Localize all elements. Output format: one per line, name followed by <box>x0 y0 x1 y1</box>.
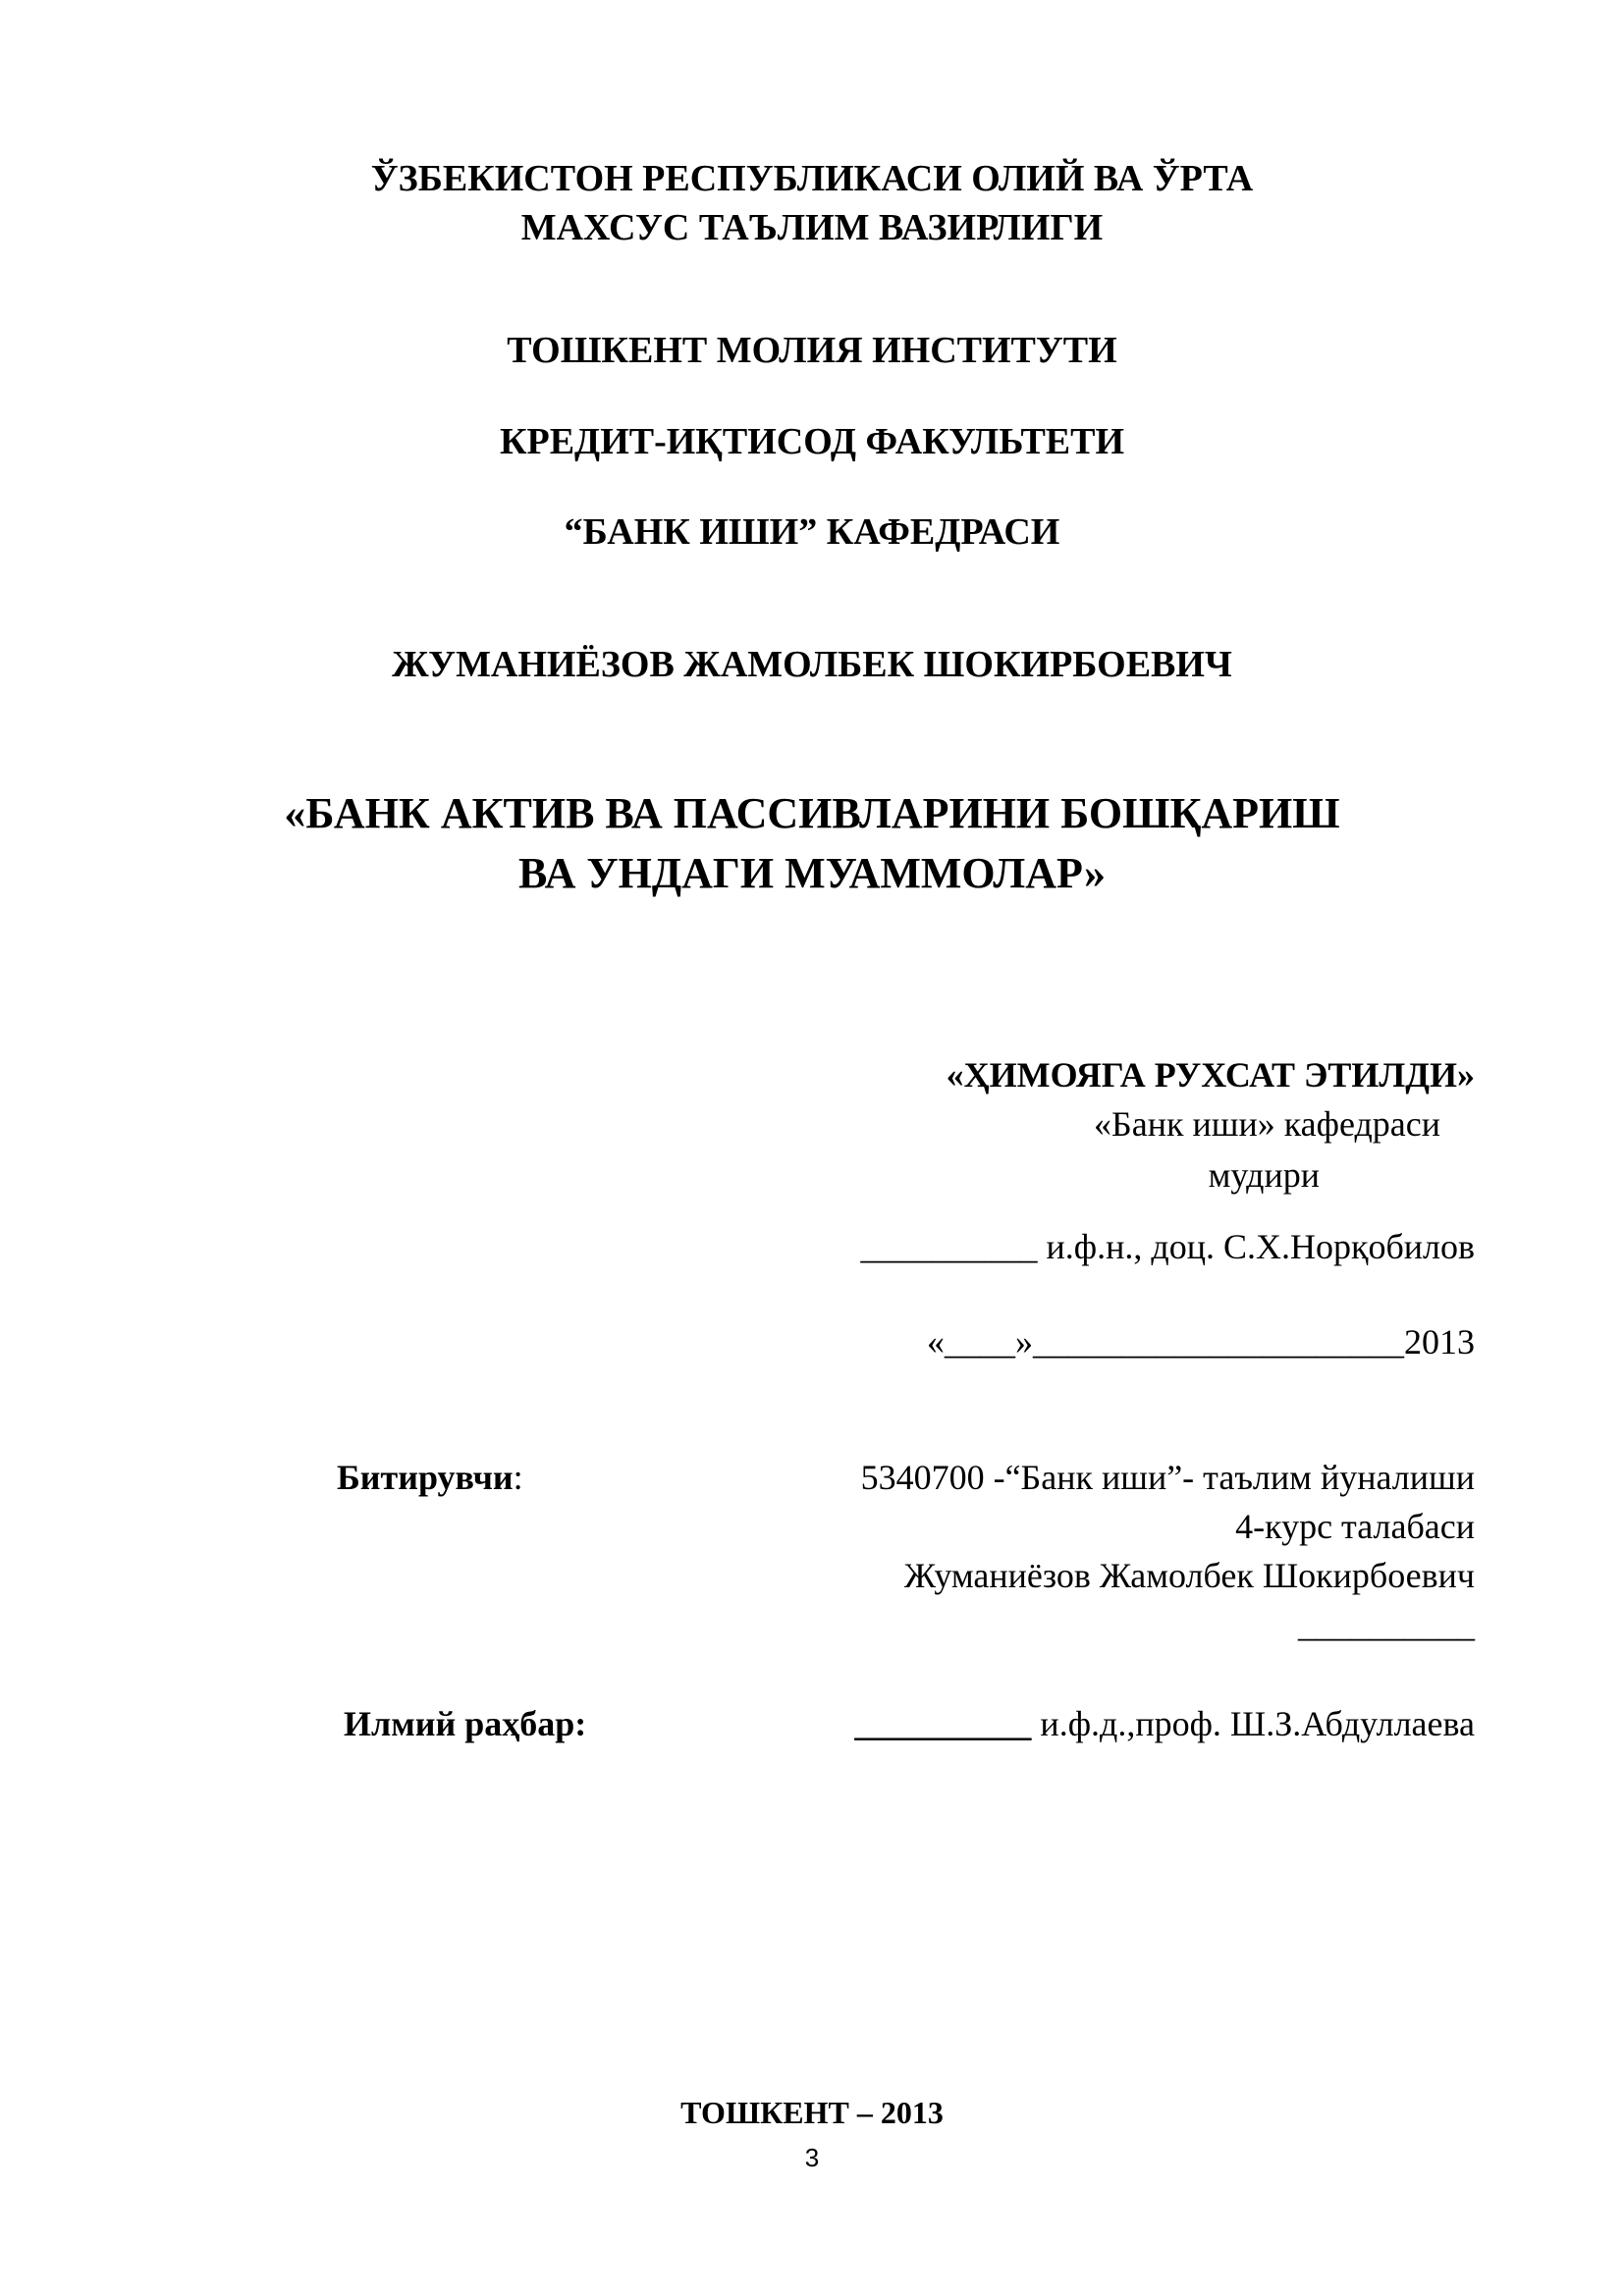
approval-position: мудири <box>1208 1155 1320 1195</box>
graduate-label-text: Битирувчи <box>337 1458 514 1497</box>
department-name: “БАНК ИШИ” КАФЕДРАСИ <box>564 511 1060 553</box>
advisor-name: и.ф.д.,проф. Ш.З.Абдуллаева <box>1031 1704 1475 1743</box>
faculty-name: КРЕДИТ-ИҚТИСОД ФАКУЛЬТЕТИ <box>499 421 1125 462</box>
graduate-name: Жуманиёзов Жамолбек Шокирбоевич <box>903 1556 1475 1595</box>
advisor-signature-line: __________ <box>854 1704 1032 1743</box>
advisor-line <box>854 1699 1475 1748</box>
approval-heading: «ҲИМОЯГА РУХСАТ ЭТИЛДИ» <box>946 1055 1475 1095</box>
graduate-label-colon: : <box>513 1458 523 1497</box>
graduate-program: 5340700 -“Банк иши”- таълим йуналиши <box>860 1458 1475 1497</box>
approval-signature-line: __________ и.ф.н., доц. С.Х.Норқобилов <box>860 1227 1475 1266</box>
page-number: 3 <box>804 2143 820 2172</box>
advisor-label: Илмий раҳбар: <box>344 1704 587 1743</box>
graduate-course: 4-курс талабаси <box>1235 1507 1475 1546</box>
ministry-line-1: ЎЗБЕКИСТОН РЕСПУБЛИКАСИ ОЛИЙ ВА ЎРТА <box>370 158 1254 199</box>
graduate-label <box>337 1453 523 1502</box>
author-name: ЖУМАНИЁЗОВ ЖАМОЛБЕК ШОКИРБОЕВИЧ <box>392 644 1232 685</box>
approval-date-line: «____»_____________________2013 <box>927 1322 1475 1362</box>
city-year: ТОШКЕНТ – 2013 <box>680 2095 944 2130</box>
ministry-line-2: МАХСУС ТАЪЛИМ ВАЗИРЛИГИ <box>520 207 1104 248</box>
thesis-title-line-2: ВА УНДАГИ МУАММОЛАР» <box>518 849 1106 897</box>
thesis-title-line-1: «БАНК АКТИВ ВА ПАССИВЛАРИНИ БОШҚАРИШ <box>284 789 1340 837</box>
approval-department: «Банк иши» кафедраси <box>1094 1104 1440 1144</box>
institute-name: ТОШКЕНТ МОЛИЯ ИНСТИТУТИ <box>507 330 1117 371</box>
graduate-signature-line: __________ <box>1298 1605 1475 1644</box>
